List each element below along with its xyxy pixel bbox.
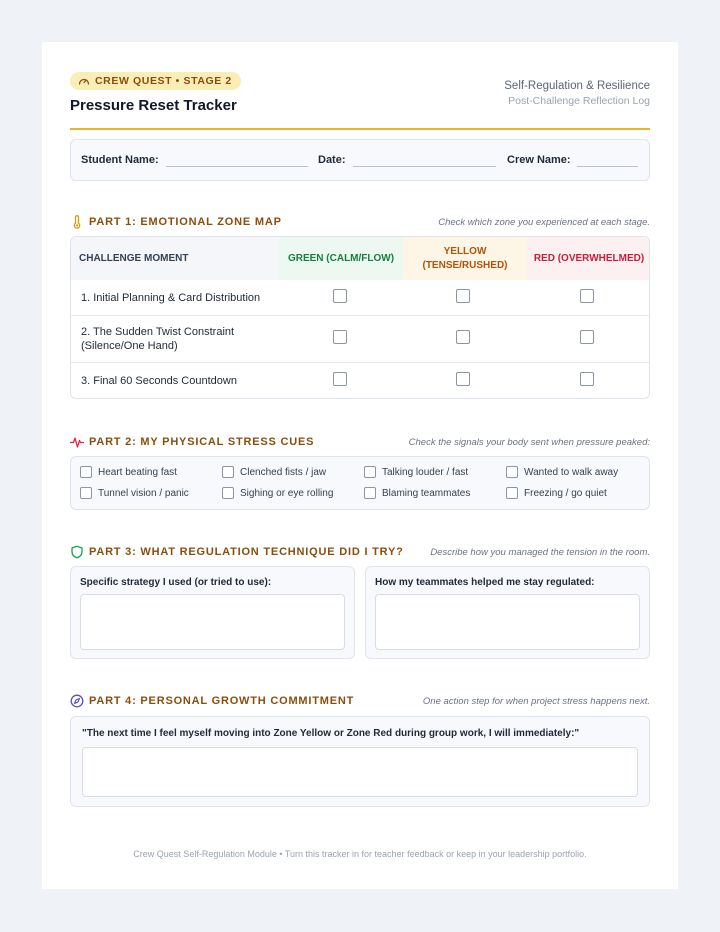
checkbox-icon[interactable]: [222, 487, 234, 499]
checkbox-icon[interactable]: [364, 487, 376, 499]
cue-option[interactable]: Wanted to walk away: [506, 466, 618, 478]
green-checkbox[interactable]: [333, 372, 347, 386]
teammates-prompt: How my teammates helped me stay regulated:: [375, 577, 595, 588]
crew-name-label: Crew Name:: [507, 154, 571, 166]
checkbox-icon[interactable]: [222, 466, 234, 478]
crew-name-field[interactable]: [577, 166, 638, 167]
emotional-zone-table: [70, 236, 650, 399]
badge-label: CREW QUEST • STAGE 2: [95, 75, 232, 87]
part2-title: PART 2: MY PHYSICAL STRESS CUES: [89, 436, 315, 448]
stress-cues-box: [70, 456, 650, 510]
student-name-label: Student Name:: [81, 154, 159, 166]
student-info-box: [70, 139, 650, 181]
green-checkbox[interactable]: [333, 330, 347, 344]
red-checkbox[interactable]: [580, 372, 594, 386]
stage-badge: [70, 72, 241, 90]
teammates-card: [365, 566, 650, 659]
student-name-field[interactable]: [166, 166, 308, 167]
part2-note: Check the signals your body sent when pressure peaked:: [408, 437, 650, 448]
table-row: [71, 363, 650, 399]
page-title: Pressure Reset Tracker: [70, 97, 237, 114]
yellow-checkbox[interactable]: [456, 372, 470, 386]
yellow-checkbox[interactable]: [456, 330, 470, 344]
table-row: [71, 280, 650, 316]
part4-heading: [70, 694, 650, 710]
row-label: 2. The Sudden Twist Constraint (Silence/One Hand): [81, 326, 235, 352]
checkbox-icon[interactable]: [80, 466, 92, 478]
red-checkbox[interactable]: [580, 289, 594, 303]
thermometer-icon: [70, 215, 84, 229]
commitment-prompt: "The next time I feel myself moving into Zone Yellow or Zone Red during group work, I will immediately:": [82, 728, 580, 739]
cue-option[interactable]: Blaming teammates: [364, 487, 470, 499]
part4-note: One action step for when project stress happens next.: [422, 696, 650, 707]
cue-option[interactable]: Tunnel vision / panic: [80, 487, 189, 499]
checkbox-icon[interactable]: [80, 487, 92, 499]
cue-option[interactable]: Clenched fists / jaw: [222, 466, 326, 478]
checkbox-icon[interactable]: [506, 487, 518, 499]
module-subject: Self-Regulation & Resilience: [504, 80, 650, 92]
cue-option[interactable]: Heart beating fast: [80, 466, 177, 478]
date-label: Date:: [318, 154, 346, 166]
commitment-card: [70, 716, 650, 807]
red-checkbox[interactable]: [580, 330, 594, 344]
shield-icon: [70, 545, 84, 559]
teammates-answer-field[interactable]: [375, 594, 640, 650]
yellow-checkbox[interactable]: [456, 289, 470, 303]
cue-option[interactable]: Talking louder / fast: [364, 466, 468, 478]
part1-note: Check which zone you experienced at each stage.: [438, 217, 650, 228]
table-row: [71, 316, 650, 363]
column-header-red: RED (OVERWHELMED): [527, 237, 650, 280]
strategy-answer-field[interactable]: [80, 594, 345, 650]
part3-heading: [70, 545, 650, 561]
strategy-prompt: Specific strategy I used (or tried to use):: [80, 577, 272, 588]
table-header: [71, 237, 650, 280]
row-label: 1. Initial Planning & Card Distribution: [81, 292, 261, 304]
row-label: 3. Final 60 Seconds Countdown: [81, 375, 237, 387]
pulse-icon: [70, 435, 84, 449]
cue-option[interactable]: Freezing / go quiet: [506, 487, 607, 499]
part1-title: PART 1: EMOTIONAL ZONE MAP: [89, 216, 282, 228]
cue-option[interactable]: Sighing or eye rolling: [222, 487, 333, 499]
checkbox-icon[interactable]: [364, 466, 376, 478]
column-header-green: GREEN (CALM/FLOW): [279, 237, 403, 280]
part1-heading: [70, 215, 650, 231]
date-field[interactable]: [353, 166, 496, 167]
part3-title: PART 3: WHAT REGULATION TECHNIQUE DID I TRY?: [89, 546, 404, 558]
green-checkbox[interactable]: [333, 289, 347, 303]
part4-title: PART 4: PERSONAL GROWTH COMMITMENT: [89, 695, 355, 707]
compass-icon: [70, 694, 84, 708]
footer-note: Crew Quest Self-Regulation Module • Turn this tracker in for teacher feedback or keep in your leadership portfolio.: [133, 849, 587, 859]
worksheet-page: [42, 42, 678, 889]
commitment-answer-field[interactable]: [82, 747, 638, 797]
checkbox-icon[interactable]: [506, 466, 518, 478]
gauge-icon: [78, 75, 90, 87]
log-type: Post-Challenge Reflection Log: [508, 95, 650, 107]
strategy-card: [70, 566, 355, 659]
column-header-yellow: YELLOW (TENSE/RUSHED): [403, 237, 527, 280]
header: [70, 42, 650, 130]
column-header-moment: CHALLENGE MOMENT: [71, 237, 279, 280]
part3-note: Describe how you managed the tension in the room.: [430, 547, 650, 558]
part2-heading: [70, 435, 650, 451]
